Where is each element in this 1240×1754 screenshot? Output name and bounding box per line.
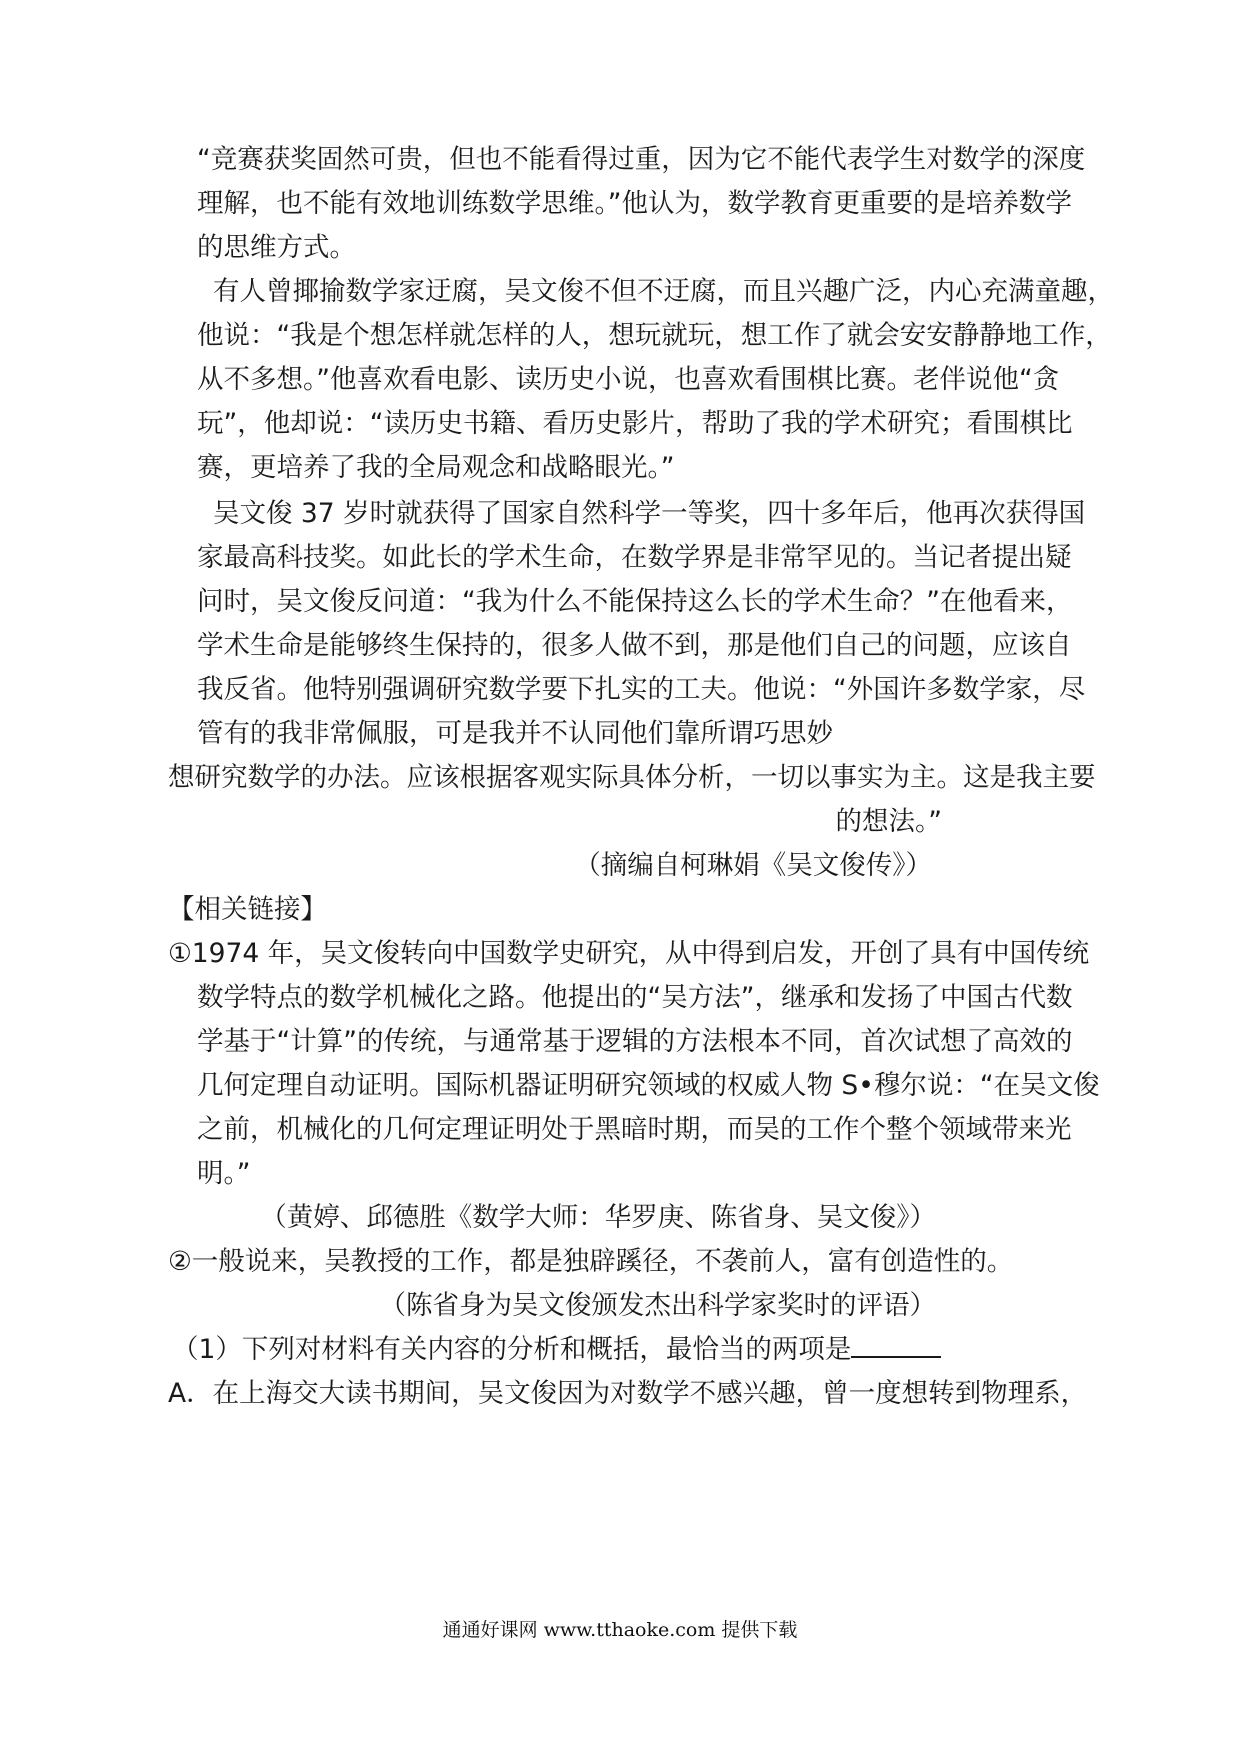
body-line: 吴文俊 37 岁时就获得了国家自然科学一等奖，四十多年后，他再次获得国 [213,498,1086,529]
body-line: 从不多想。”他喜欢看电影、读历史小说，也喜欢看围棋比赛。老伴说他“贪 [197,364,1060,395]
body-line: 的想法。” [835,806,942,837]
body-line: 问时，吴文俊反问道：“我为什么不能保持这么长的学术生命？”在他看来， [197,586,1073,617]
body-line: 家最高科技奖。如此长的学术生命，在数学界是非常罕见的。当记者提出疑 [197,542,1072,573]
body-line: 有人曾揶揄数学家迂腐，吴文俊不但不迂腐，而且兴趣广泛，内心充满童趣， [213,276,1114,307]
body-line: 他说：“我是个想怎样就怎样的人，想玩就玩，想工作了就会安安静静地工作， [197,320,1112,351]
link2-source: （陈省身为吴文俊颁发杰出科学家奖时的评语） [379,1290,936,1321]
body-line: 的思维方式。 [197,232,356,263]
body-line: 赛，更培养了我的全局观念和战略眼光。” [197,452,675,483]
link1-line: ①1974 年，吴文俊转向中国数学史研究，从中得到启发，开创了具有中国传统 [168,938,1090,969]
link1-line: 数学特点的数学机械化之路。他提出的“吴方法”，继承和发扬了中国古代数 [197,982,1073,1013]
link1-line: 几何定理自动证明。国际机器证明研究领域的权威人物 S•穆尔说：“在吴文俊 [197,1070,1100,1101]
related-links-heading: 【相关链接】 [168,894,327,925]
option-a: A．在上海交大读书期间，吴文俊因为对数学不感兴趣，曾一度想转到物理系， [168,1378,1088,1409]
link1-line: 之前，机械化的几何定理证明处于黑暗时期，而吴的工作个整个领域带来光 [197,1114,1072,1145]
body-line: “竞赛获奖固然可贵，但也不能看得过重，因为它不能代表学生对数学的深度 [197,144,1086,175]
link1-line: 学基于“计算”的传统，与通常基于逻辑的方法根本不同，首次试想了高效的 [197,1026,1073,1057]
body-line: 理解，也不能有效地训练数学思维。”他认为，数学教育更重要的是培养数学 [197,188,1072,219]
body-line: 管有的我非常佩服，可是我并不认同他们靠所谓巧思妙 [197,718,833,749]
source-citation: （摘编自柯琳娟《吴文俊传》） [574,850,932,881]
question-stem-text: （1）下列对材料有关内容的分析和概括，最恰当的两项是 [172,1334,852,1365]
page-footer: 通通好课网 www.tthaoke.com 提供下载 [442,1619,798,1641]
body-line: 我反省。他特别强调研究数学要下扎实的工夫。他说：“外国许多数学家，尽 [197,674,1086,705]
question-stem [172,1330,941,1370]
body-line: 想研究数学的办法。应该根据客观实际具体分析，一切以事实为主。这是我主要 [168,762,1096,793]
body-line: 学术生命是能够终生保持的，很多人做不到，那是他们自己的问题，应该自 [197,630,1072,661]
link1-line: 明。” [197,1158,251,1189]
link2-line: ②一般说来，吴教授的工作，都是独辟蹊径，不袭前人，富有创造性的。 [168,1246,1014,1277]
link1-source: （黄婷、邱德胜《数学大师：华罗庚、陈省身、吴文俊》） [260,1202,936,1233]
body-line: 玩”，他却说：“读历史书籍、看历史影片，帮助了我的学术研究；看围棋比 [197,408,1073,439]
answer-blank [851,1332,941,1358]
